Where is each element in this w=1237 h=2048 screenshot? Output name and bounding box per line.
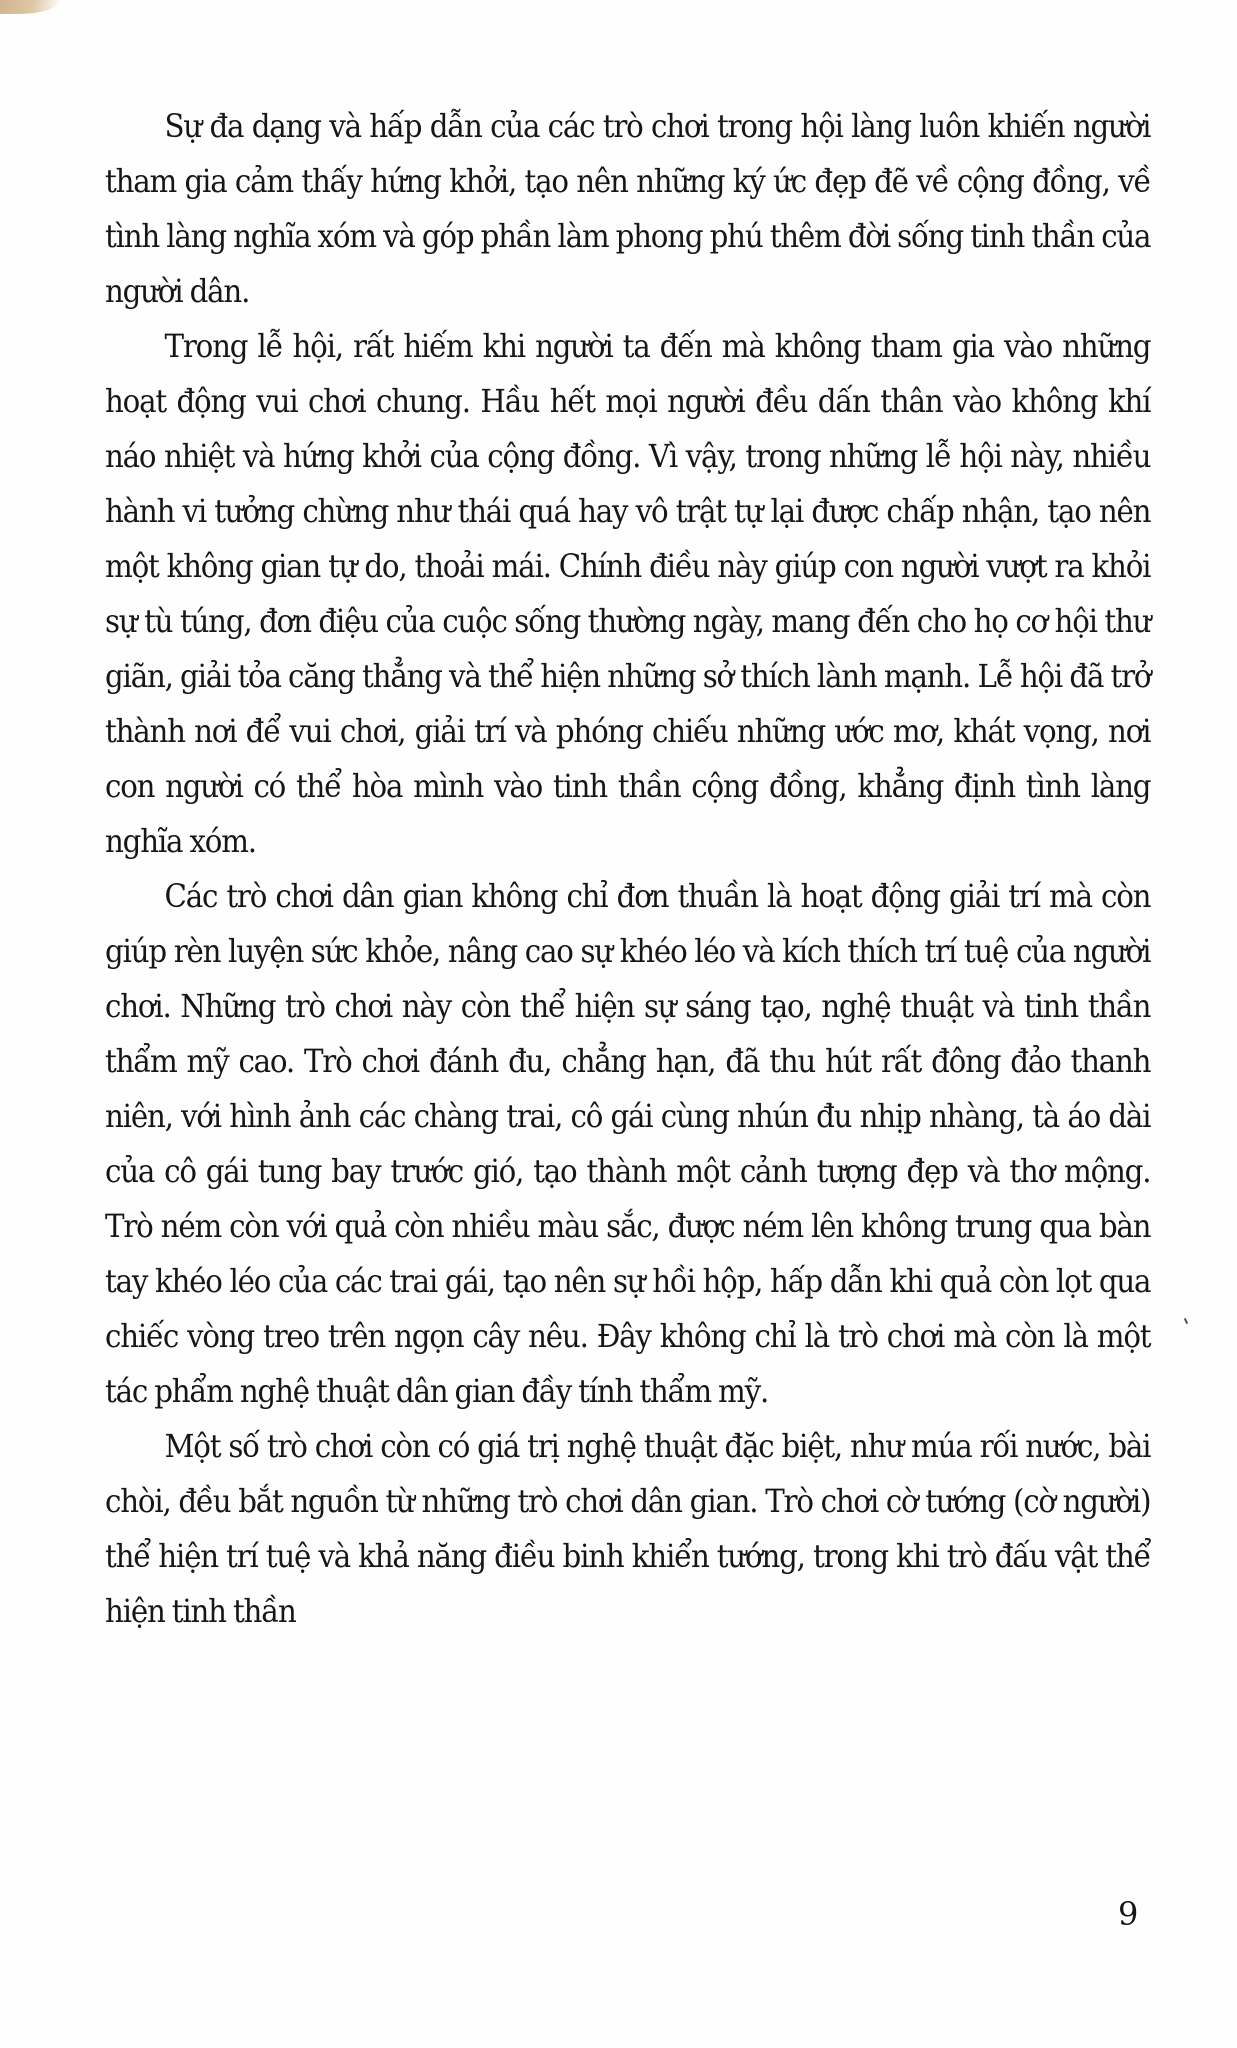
- paragraph-artistic-games: Một số trò chơi còn có giá trị nghệ thuật đặc biệt, như múa rối nước, bài chòi, đều bắt nguồn từ những trò chơi dân gian. Trò chơi cờ tướng (cờ người) thể hiện trí tuệ và khả năng điều binh khiển tướng, trong khi trò đấu vật thể hiện tinh thần: [105, 1429, 1151, 1630]
- page-corner-smudge: [0, 0, 60, 14]
- paragraph-festival-participation: Trong lễ hội, rất hiếm khi người ta đến mà không tham gia vào những hoạt động vui chơi chung. Hầu hết mọi người đều dấn thân vào không khí náo nhiệt và hứng khởi của cộng đồng. Vì vậy, trong những lễ hội này, nhiều hành vi tưởng chừng như thái quá hay vô trật tự lại được chấp nhận, tạo nên một không gian tự do, thoải mái. Chính điều này giúp con người vượt ra khỏi sự tù túng, đơn điệu của cuộc sống thường ngày, mang đến cho họ cơ hội thư giãn, giải tỏa căng thẳng và thể hiện những sở thích lành mạnh. Lễ hội đã trở thành nơi để vui chơi, giải trí và phóng chiếu những ước mơ, khát vọng, nơi con người có thể hòa mình vào tinh thần cộng đồng, khẳng định tình làng nghĩa xóm.: [105, 329, 1151, 860]
- paragraph-games-diversity: Sự đa dạng và hấp dẫn của các trò chơi trong hội làng luôn khiến người tham gia cảm thấy hứng khởi, tạo nên những ký ức đẹp đẽ về cộng đồng, về tình làng nghĩa xóm và góp phần làm phong phú thêm đời sống tinh thần của người dân.: [105, 109, 1151, 310]
- book-page-body: [105, 100, 1150, 1640]
- paragraph-folk-games-benefits: Các trò chơi dân gian không chỉ đơn thuần là hoạt động giải trí mà còn giúp rèn luyện sức khỏe, nâng cao sự khéo léo và kích thích trí tuệ của người chơi. Những trò chơi này còn thể hiện sự sáng tạo, nghệ thuật và tinh thần thẩm mỹ cao. Trò chơi đánh đu, chẳng hạn, đã thu hút rất đông đảo thanh niên, với hình ảnh các chàng trai, cô gái cùng nhún đu nhịp nhàng, tà áo dài của cô gái tung bay trước gió, tạo thành một cảnh tượng đẹp và thơ mộng. Trò ném còn với quả còn nhiều màu sắc, được ném lên không trung qua bàn tay khéo léo của các trai gái, tạo nên sự hồi hộp, hấp dẫn khi quả còn lọt qua chiếc vòng treo trên ngọn cây nêu. Đây không chỉ là trò chơi mà còn là một tác phẩm nghệ thuật dân gian đầy tính thẩm mỹ.: [105, 879, 1151, 1410]
- page-number: 9: [1118, 1895, 1139, 1933]
- stray-ink-mark: [1184, 1318, 1188, 1324]
